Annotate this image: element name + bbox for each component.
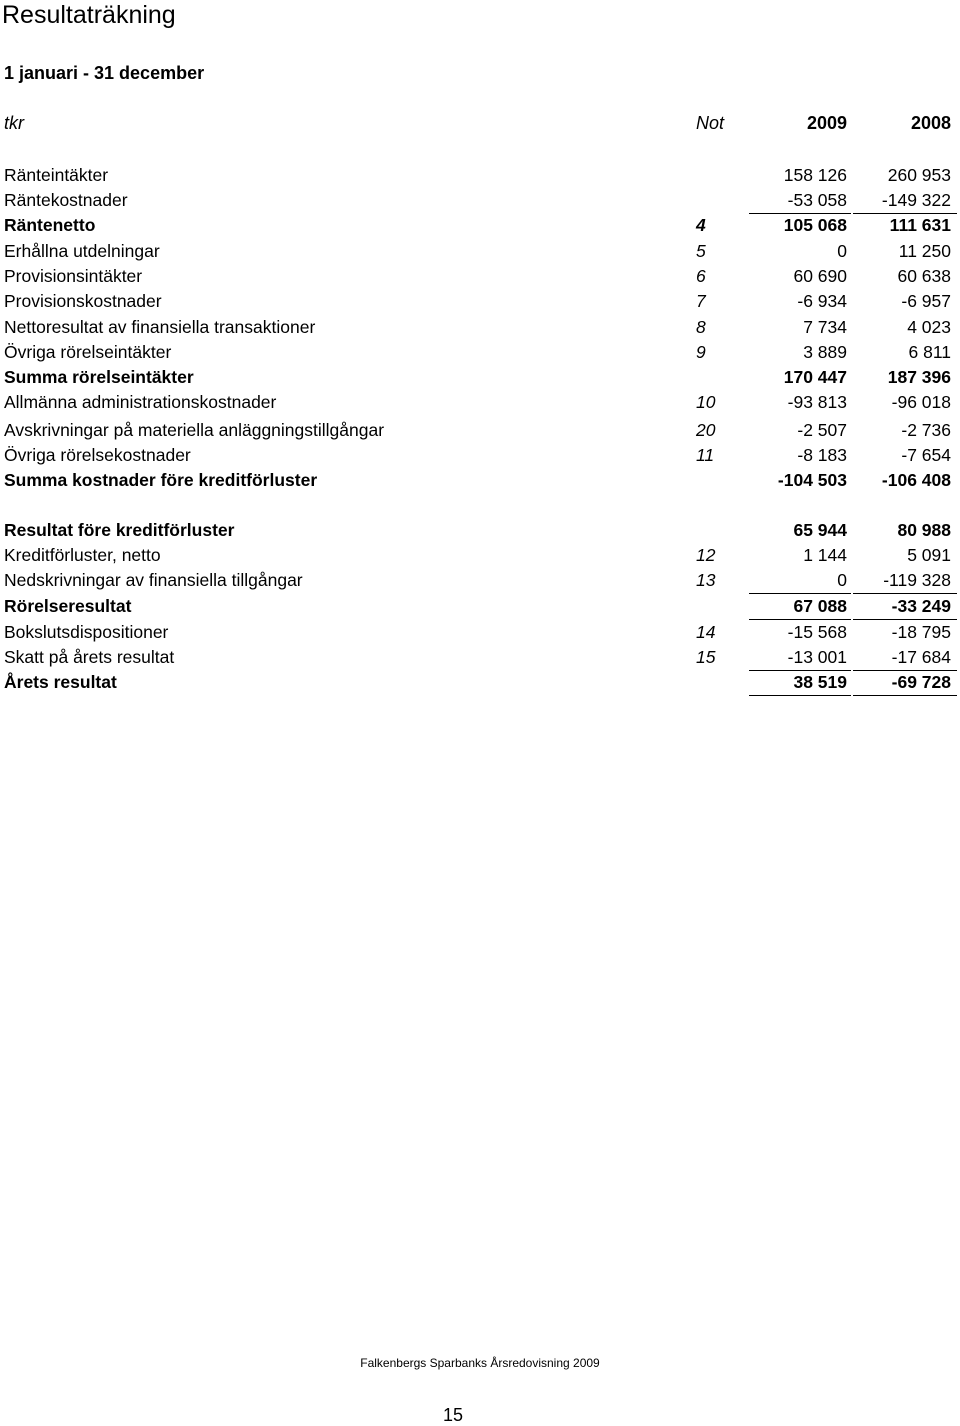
underline-2009	[749, 695, 851, 696]
value-2009: 60 690	[793, 266, 847, 286]
value-2008: 11 250	[898, 241, 951, 261]
row-note: 7	[696, 291, 706, 311]
row-label: Rörelseresultat	[4, 596, 132, 616]
row-label: Provisionsintäkter	[4, 266, 143, 286]
value-2009: 67 088	[793, 596, 847, 616]
row-label: Ränteintäkter	[4, 165, 109, 185]
underline-2009	[749, 619, 851, 620]
row-label: Erhållna utdelningar	[4, 241, 160, 261]
row-note: 4	[696, 215, 706, 235]
underline-2008	[853, 695, 957, 696]
row-note: 12	[696, 545, 716, 565]
value-2009: -15 568	[787, 622, 847, 642]
underline-2008	[853, 593, 957, 594]
value-2008: -96 018	[891, 392, 951, 412]
unit-header: tkr	[4, 113, 24, 133]
value-2008: -149 322	[881, 190, 951, 210]
table-row	[0, 671, 960, 693]
underline-2008	[853, 619, 957, 620]
value-2009: 0	[837, 570, 847, 590]
value-2008: -119 328	[883, 570, 951, 590]
value-2009: 7 734	[803, 317, 847, 337]
row-label: Skatt på årets resultat	[4, 647, 175, 667]
table-row	[0, 469, 960, 491]
row-label: Summa rörelseintäkter	[4, 367, 194, 387]
value-2009: -8 183	[797, 445, 847, 465]
row-label: Allmänna administrationskostnader	[4, 392, 277, 412]
table-row	[0, 214, 960, 236]
value-2009: -104 503	[777, 470, 847, 490]
value-2009: 170 447	[783, 367, 847, 387]
row-label: Bokslutsdispositioner	[4, 622, 169, 642]
row-label: Provisionskostnader	[4, 291, 162, 311]
value-2008: -106 408	[881, 470, 951, 490]
row-label: Räntekostnader	[4, 190, 128, 210]
row-label: Räntenetto	[4, 215, 96, 235]
value-2009: 65 944	[793, 520, 847, 540]
table-row	[0, 595, 960, 617]
value-2009: -6 934	[797, 291, 847, 311]
row-label: Summa kostnader före kreditförluster	[4, 470, 318, 490]
table-row	[0, 519, 960, 541]
table-row	[0, 419, 960, 441]
row-label: Övriga rörelseintäkter	[4, 342, 172, 362]
table-row	[0, 189, 960, 211]
value-2009: 105 068	[783, 215, 847, 235]
table-row	[0, 569, 960, 591]
row-note: 20	[696, 420, 716, 440]
value-2008: 80 988	[897, 520, 951, 540]
value-2009: 158 126	[783, 165, 847, 185]
value-2008: -18 795	[891, 622, 951, 642]
value-2008: 4 023	[907, 317, 951, 337]
row-label: Övriga rörelsekostnader	[4, 445, 191, 465]
row-note: 14	[696, 622, 716, 642]
table-row	[0, 240, 960, 262]
table-row	[0, 366, 960, 388]
row-label: Årets resultat	[4, 672, 117, 692]
value-2008: 5 091	[907, 545, 951, 565]
page-title: Resultaträkning	[2, 1, 176, 29]
value-2008: -2 736	[901, 420, 951, 440]
value-2008: 60 638	[897, 266, 951, 286]
value-2008: 260 953	[887, 165, 951, 185]
row-note: 6	[696, 266, 706, 286]
year-2009-header: 2009	[806, 113, 847, 133]
value-2009: 0	[837, 241, 847, 261]
value-2008: -6 957	[901, 291, 951, 311]
value-2009: 1 144	[803, 545, 847, 565]
value-2008: -7 654	[901, 445, 951, 465]
row-label: Resultat före kreditförluster	[4, 520, 235, 540]
value-2008: 6 811	[908, 342, 951, 362]
table-row	[0, 646, 960, 668]
period-heading: 1 januari - 31 december	[4, 63, 205, 83]
page-number: 15	[442, 1405, 464, 1425]
underline-2009	[749, 593, 851, 594]
value-2008: 187 396	[887, 367, 951, 387]
value-2009: 38 519	[793, 672, 847, 692]
value-2008: -33 249	[891, 596, 951, 616]
table-row	[0, 341, 960, 363]
value-2009: 3 889	[803, 342, 847, 362]
row-note: 9	[696, 342, 706, 362]
value-2009: -2 507	[797, 420, 847, 440]
table-row	[0, 290, 960, 312]
row-note: 11	[696, 445, 715, 465]
footer-text: Falkenbergs Sparbanks Årsredovisning 2009	[360, 1356, 600, 1370]
value-2008: -17 684	[891, 647, 951, 667]
row-note: 10	[696, 392, 716, 412]
table-row	[0, 265, 960, 287]
row-label: Avskrivningar på materiella anläggningstillgångar	[4, 420, 385, 440]
value-2008: 111 631	[889, 215, 951, 235]
table-row	[0, 164, 960, 186]
row-label: Nettoresultat av finansiella transaktioner	[4, 317, 316, 337]
table-row	[0, 316, 960, 338]
row-note: 8	[696, 317, 706, 337]
value-2009: -13 001	[787, 647, 847, 667]
table-row	[0, 544, 960, 566]
value-2009: -93 813	[787, 392, 847, 412]
value-2008: -69 728	[891, 672, 951, 692]
table-row	[0, 391, 960, 413]
year-2008-header: 2008	[910, 113, 951, 133]
note-column-header: Not	[696, 113, 725, 133]
table-row	[0, 621, 960, 643]
value-2009: -53 058	[787, 190, 847, 210]
table-row	[0, 444, 960, 466]
row-note: 13	[696, 570, 716, 590]
row-note: 15	[696, 647, 716, 667]
row-label: Kreditförluster, netto	[4, 545, 161, 565]
row-note: 5	[696, 241, 706, 261]
row-label: Nedskrivningar av finansiella tillgångar	[4, 570, 303, 590]
